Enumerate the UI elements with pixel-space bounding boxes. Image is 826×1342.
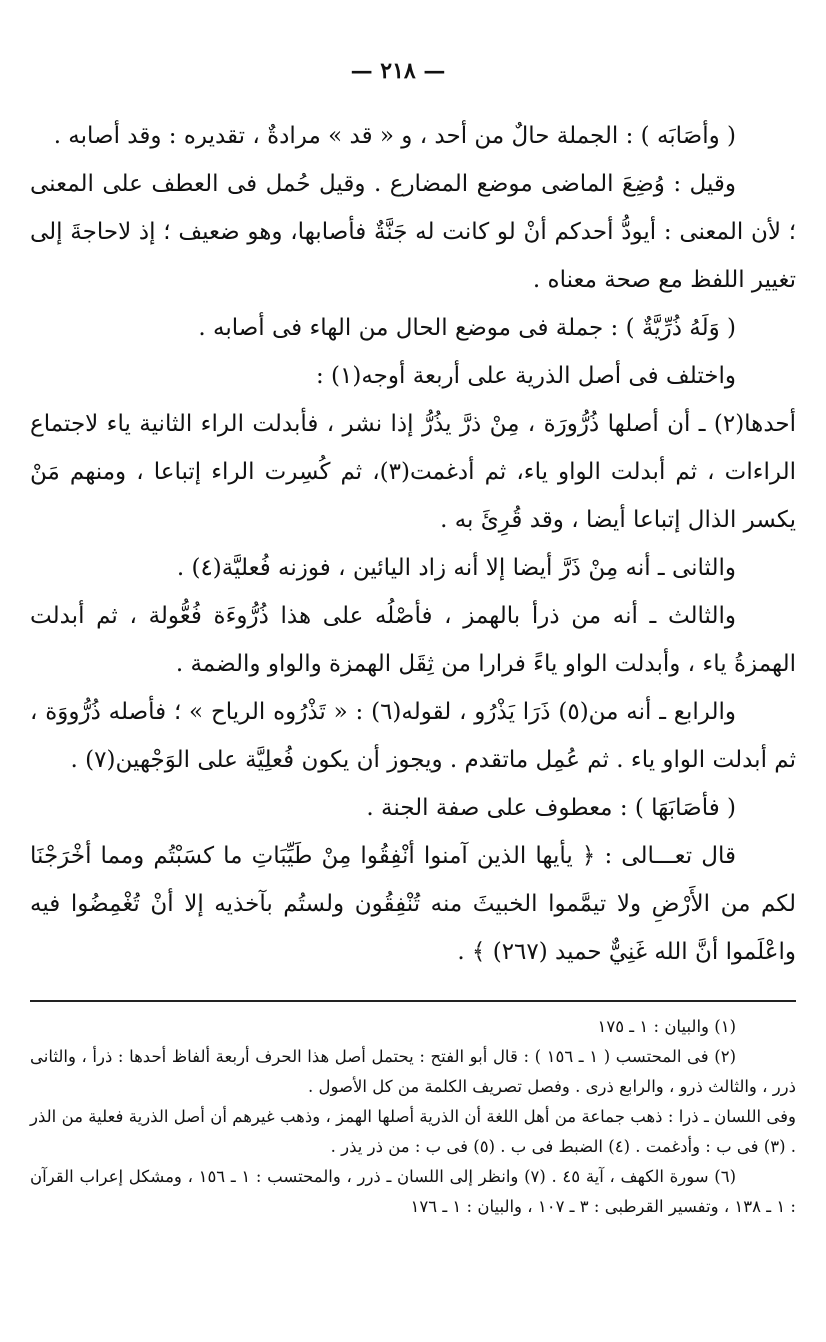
paragraph: واختلف فى أصل الذرية على أربعة أوجه(١) : xyxy=(315,363,736,389)
quran-verse-paragraph: قال تعـــالى : ﴿ يأيها الذين آمنوا أنْفِقُوا مِنْ طَيِّبَاتِ ما كسَبْتُم ومما أخْرَجْنَا لكم من الأَرْضِ ولا تيمَّموا الخبيثَ منه تُنْفِقُون ولستُم بآخذيه إلا أنْ تُغْمِضُوا فيه واعْلَموا أنَّ الله غَنِيٌّ حميد (٢٦٧) ﴾ . xyxy=(30,843,796,965)
footnote-divider xyxy=(30,1000,796,1002)
footnote: (٦) سورة الكهف ، آية ٤٥ . (٧) وانظر إلى اللسان ـ ذرر ، والمحتسب : ١ ـ ١٥٦ ، ومشكل إعراب القرآن : ١ ـ ١٣٨ ، وتفسير القرطبى : ٣ ـ ١٠٧ ، والبيان : ١ ـ ١٧٦ xyxy=(30,1167,796,1216)
main-text xyxy=(30,112,796,976)
footnotes xyxy=(30,1012,796,1222)
paragraph: ( وأصَابَه ) : الجملة حالٌ من أحد ، و « قد » مرادةٌ ، تقديره : وقد أصابه . xyxy=(53,123,736,149)
paragraph: والثانى ـ أنه مِنْ ذَرَّ أيضا إلا أنه زاد اليائين ، فوزنه فُعليَّة(٤) . xyxy=(176,555,736,581)
paragraph: ( وَلَهُ ذُرِّيَّةٌ ) : جملة فى موضع الحال من الهاء فى أصابه . xyxy=(198,315,736,341)
footnote: وفى اللسان ـ ذرا : ذهب جماعة من أهل اللغة أن الذرية أصلها الهمز ، وذهب غيرهم أن أصل الذرية فعلية من الذر . (٣) فى ب : وأدغمت . (٤) الضبط فى ب . (٥) فى ب : من ذر يذر . xyxy=(30,1107,796,1156)
paragraph: أحدها(٢) ـ أن أصلها ذُرُّورَة ، مِنْ ذرَّ يذُرُّ إذا نشر ، فأبدلت الراء الثانية ياء لاجتماع الراءات ، ثم أبدلت الواو ياء، ثم أدغمت(٣)، ثم كُسِرت الراء إتباعا ، ومنهم مَنْ يكسر الذال إتباعا أيضا ، وقد قُرِئَ به . xyxy=(30,411,796,533)
paragraph: والثالث ـ أنه من ذرأ بالهمز ، فأصْلُه على هذا ذُرُّوءَة فُعُّولة ، ثم أبدلت الهمزةُ ياء ، وأبدلت الواو ياءً فرارا من ثِقَل الهمزة والواو والضمة . xyxy=(30,603,796,677)
page-number: — ٢١٨ — xyxy=(350,58,446,84)
footnote: (٢) فى المحتسب ( ١ ـ ١٥٦ ) : قال أبو الفتح : يحتمل أصل هذا الحرف أربعة ألفاظ أحدها : ذرأ ، والثانى ذرر ، والثالث ذرو ، والرابع ذرى . وفصل تصريف الكلمة من كل الأصول . xyxy=(30,1047,796,1096)
footnote: (١) والبيان : ١ ـ ١٧٥ xyxy=(597,1017,736,1036)
paragraph: ( فأصَابَهَا ) : معطوف على صفة الجنة . xyxy=(366,795,736,821)
paragraph: وقيل : وُضِعَ الماضى موضع المضارع . وقيل حُمل فى العطف على المعنى ؛ لأن المعنى : أيودُّ أحدكم أنْ لو كانت له جَنَّةٌ فأصابها، وهو ضعيف ؛ إذ لاحاجةَ إلى تغيير اللفظ مع صحة معناه . xyxy=(30,171,796,293)
paragraph: والرابع ـ أنه من(٥) ذَرَا يَذْرُو ، لقوله(٦) : « تَذْرُوه الرياح » ؛ فأصله ذُرُّووَة ، ثم أبدلت الواو ياء . ثم عُمِل ماتقدم . ويجوز أن يكون فُعلِيَّة على الوَجْهين(٧) . xyxy=(30,699,796,773)
